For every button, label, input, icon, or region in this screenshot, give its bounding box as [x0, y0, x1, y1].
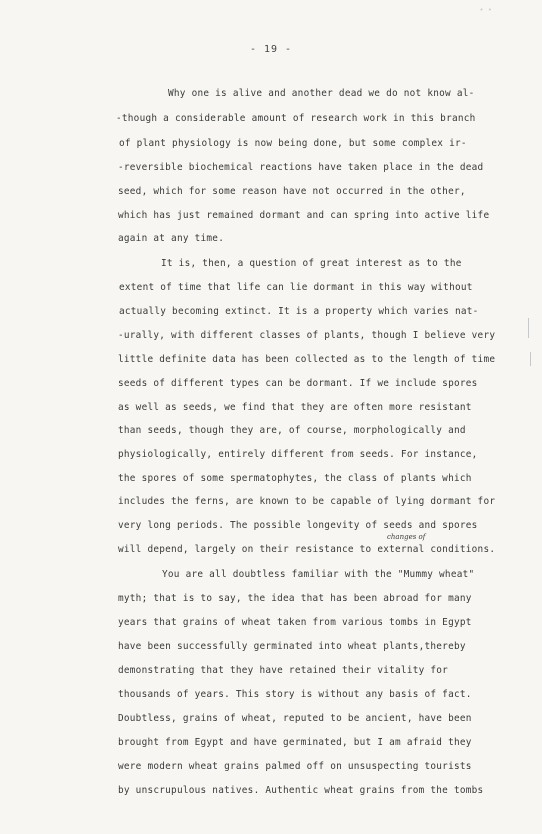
text-line: will depend, largely on their resistance to external conditions.: [118, 544, 496, 555]
text-line: physiologically, entirely different from seeds. For instance,: [118, 449, 478, 460]
margin-mark: [530, 352, 531, 366]
text-line: You are all doubtless familiar with the "Mummy wheat": [162, 569, 475, 580]
text-line: Doubtless, grains of wheat, reputed to be ancient, have been: [118, 713, 472, 724]
text-line: thousands of years. This story is without any basis of fact.: [118, 689, 472, 700]
text-line: the spores of some spermatophytes, the class of plants which: [118, 473, 472, 484]
text-line: than seeds, though they are, of course, morphologically and: [118, 425, 466, 436]
text-line: little definite data has been collected as to the length of time: [118, 354, 496, 365]
text-line: includes the ferns, are known to be capable of lying dormant for: [118, 496, 496, 507]
text-line: actually becoming extinct. It is a property which varies nat-: [119, 306, 479, 317]
margin-mark: [528, 318, 529, 338]
text-line: were modern wheat grains palmed off on unsuspecting tourists: [118, 761, 472, 772]
text-line: again at any time.: [118, 233, 225, 244]
text-line: demonstrating that they have retained their vitality for: [118, 665, 449, 676]
text-line: have been successfully germinated into wheat plants,thereby: [118, 641, 466, 652]
text-line: seed, which for some reason have not occurred in the other,: [118, 186, 466, 197]
text-line: seeds of different types can be dormant. If we include spores: [118, 378, 478, 389]
text-line: -urally, with different classes of plants, though I believe very: [118, 330, 496, 341]
text-line: myth; that is to say, the idea that has been abroad for many: [118, 593, 472, 604]
text-line: of plant physiology is now being done, but some complex ir-: [119, 138, 467, 149]
text-line: by unscrupulous natives. Authentic wheat grains from the tombs: [118, 785, 484, 796]
text-line: Why one is alive and another dead we do not know al-: [168, 88, 475, 99]
text-line: very long periods. The possible longevity of seeds and spores: [118, 520, 478, 531]
text-line: -reversible biochemical reactions have taken place in the dead: [118, 162, 484, 173]
text-line: which has just remained dormant and can spring into active life: [118, 210, 490, 221]
handwritten-annotation: changes of: [387, 533, 426, 541]
text-line: extent of time that life can lie dormant in this way without: [119, 282, 473, 293]
text-line: -though a considerable amount of research work in this branch: [116, 113, 476, 124]
text-line: It is, then, a question of great interest as to the: [161, 258, 462, 269]
text-line: as well as seeds, we find that they are often more resistant: [118, 402, 472, 413]
text-line: years that grains of wheat taken from various tombs in Egypt: [118, 617, 472, 628]
text-line: brought from Egypt and have germinated, but I am afraid they: [118, 737, 472, 748]
scan-mark: • •: [479, 6, 492, 14]
page-number: - 19 -: [249, 44, 293, 55]
